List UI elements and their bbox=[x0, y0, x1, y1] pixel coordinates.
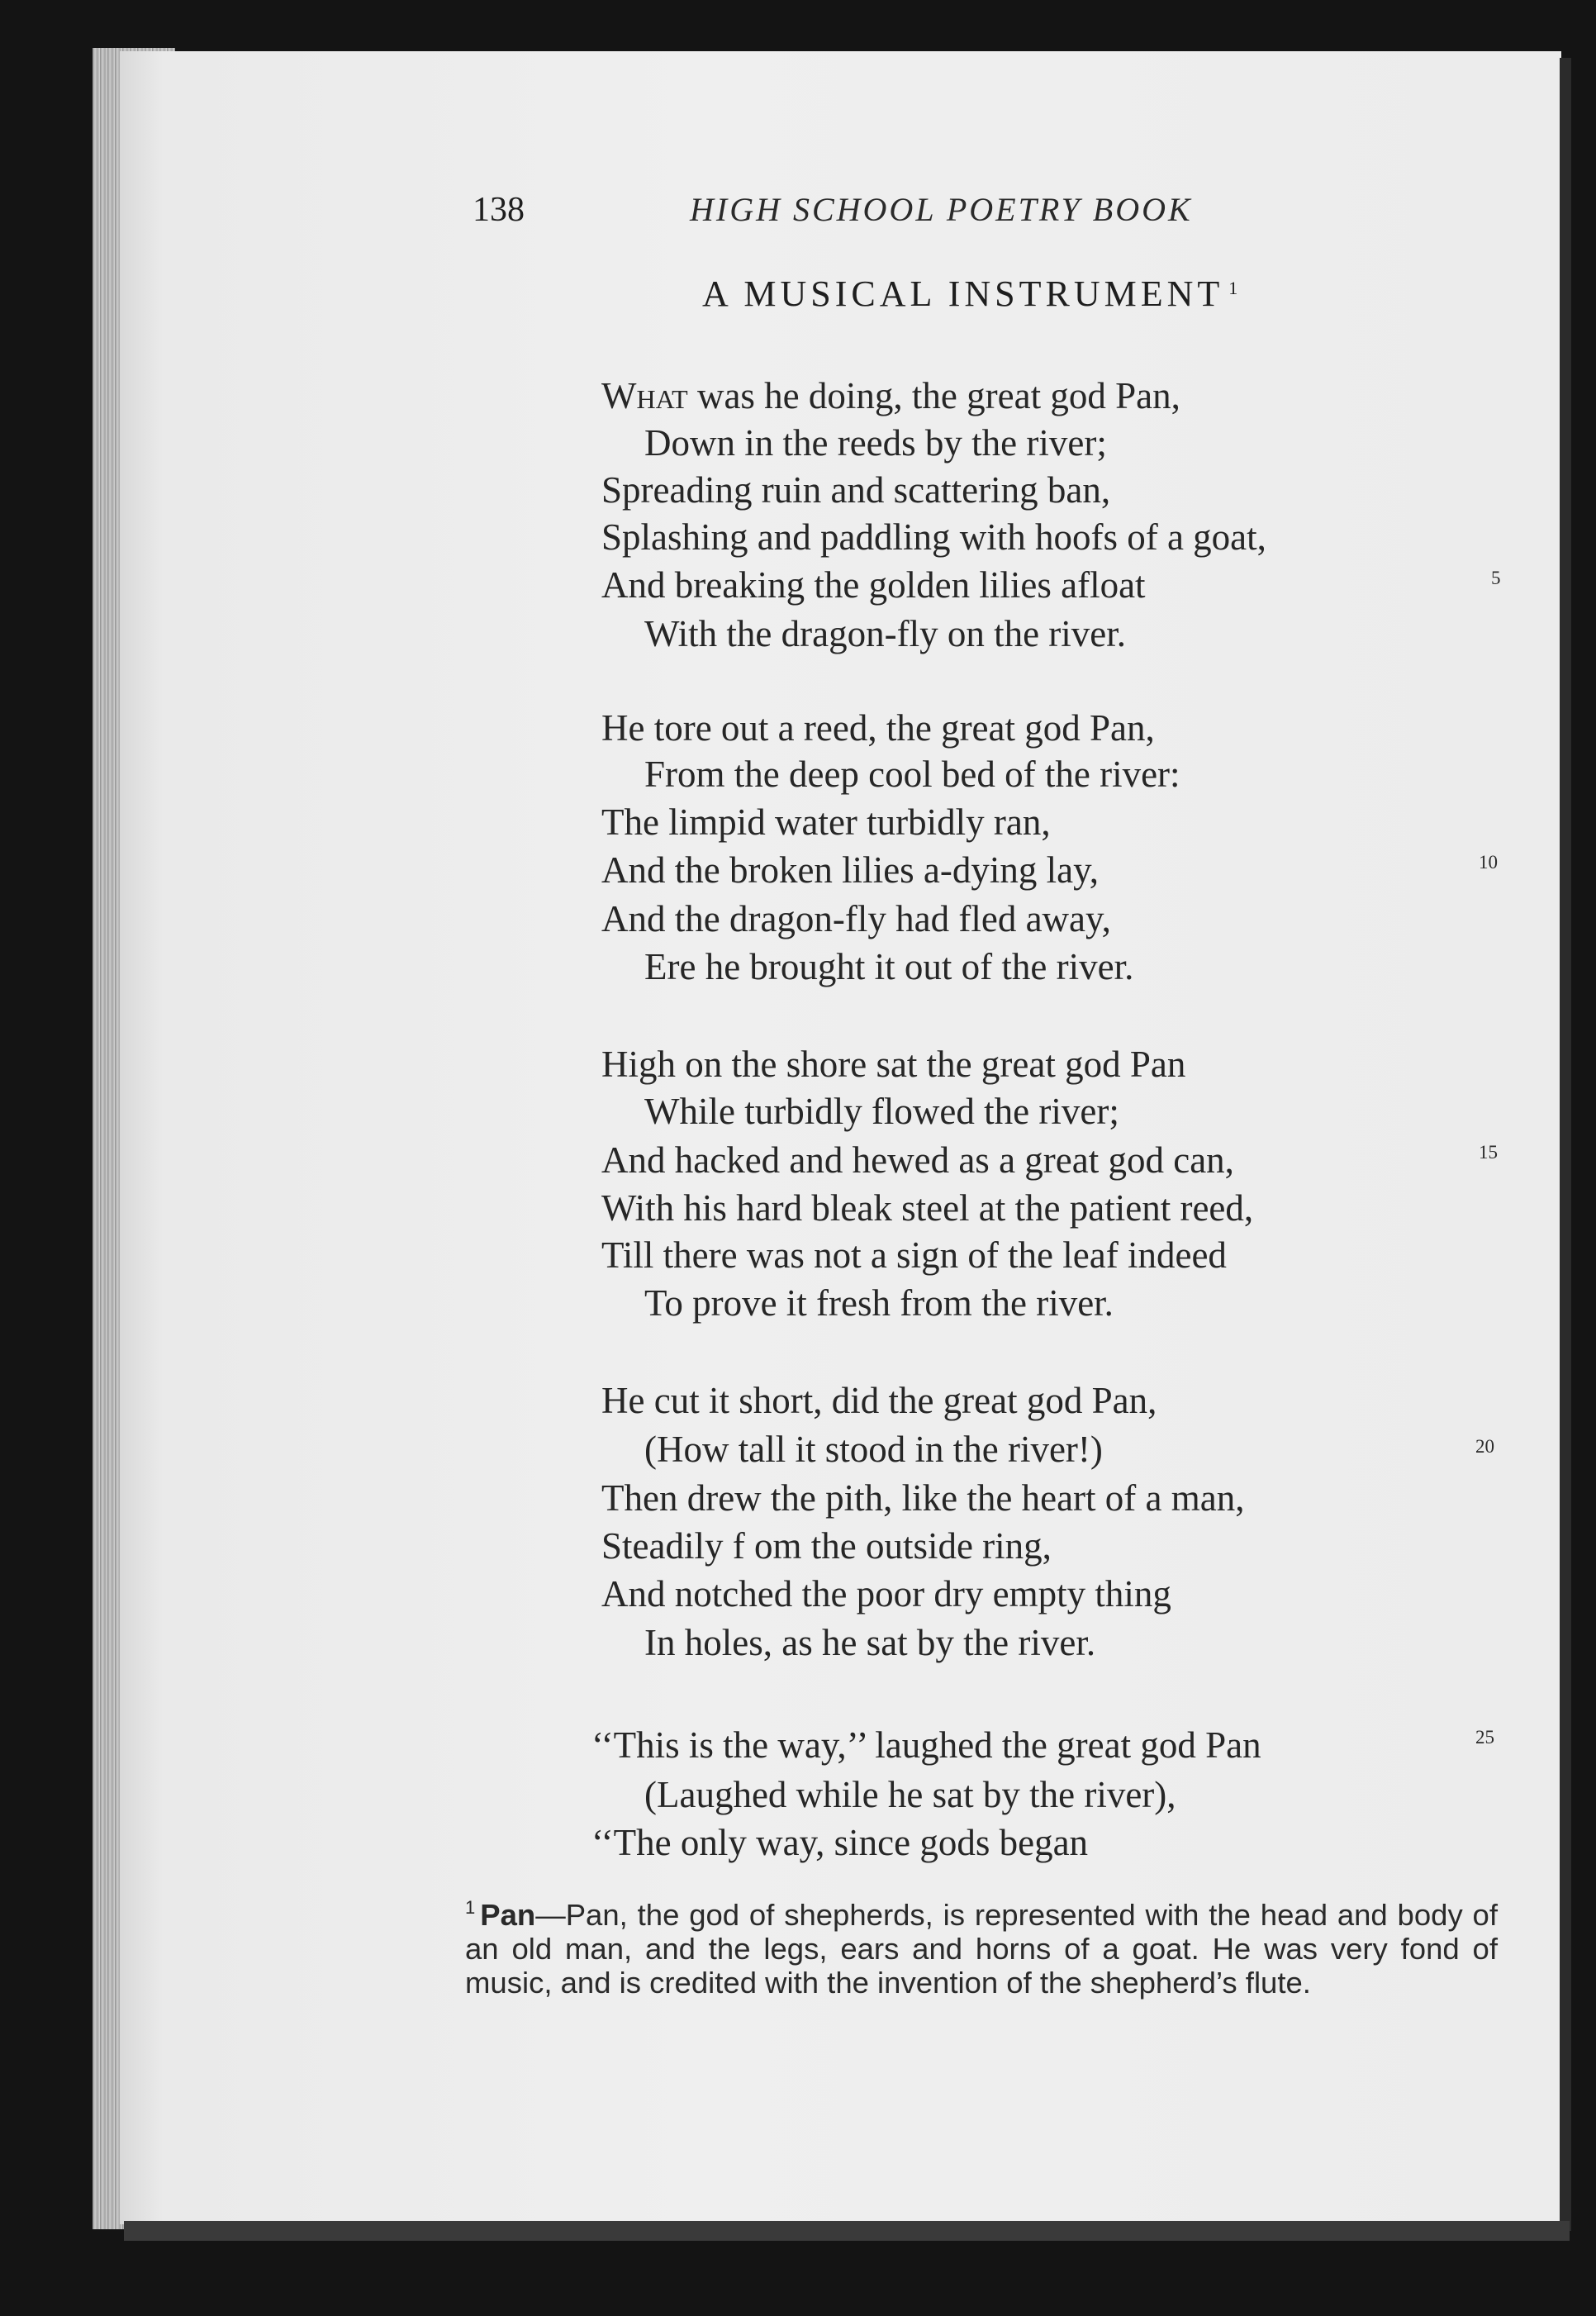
line-number: 10 bbox=[1479, 852, 1498, 873]
poem-line: And hacked and hewed as a great god can, bbox=[601, 1139, 1234, 1181]
poem-line: High on the shore sat the great god Pan bbox=[601, 1044, 1186, 1085]
footnote-text: —Pan, the god of shepherds, is represented with the head and body of an old man, and the legs, ears and horns of a goat. He was very fond of music, and is credited with the invention of the shepherd’s flute. bbox=[465, 1898, 1498, 2000]
poem-line: While turbidly flowed the river; bbox=[644, 1091, 1119, 1132]
poem-line: The limpid water turbidly ran, bbox=[601, 801, 1051, 843]
poem-title-text: A MUSICAL INSTRUMENT bbox=[702, 273, 1224, 314]
poem-line: ‘‘The only way, since gods began bbox=[591, 1822, 1089, 1863]
poem-line bbox=[601, 375, 1180, 416]
poem-line: He cut it short, did the great god Pan, bbox=[601, 1380, 1157, 1421]
poem-line: (How tall it stood in the river!) bbox=[644, 1429, 1103, 1470]
poem-line: Till there was not a sign of the leaf indeed bbox=[601, 1234, 1227, 1276]
poem-line: Down in the reeds by the river; bbox=[644, 422, 1107, 464]
poem-title bbox=[702, 273, 1237, 315]
poem-line: Steadily f om the outside ring, bbox=[601, 1525, 1052, 1567]
poem-line: Ere he brought it out of the river. bbox=[644, 946, 1134, 987]
footnote bbox=[465, 1890, 1498, 2000]
poem-line: Splashing and paddling with hoofs of a goat, bbox=[601, 516, 1266, 558]
poem-line: Spreading ruin and scattering ban, bbox=[601, 469, 1111, 511]
poem-line: And breaking the golden lilies afloat bbox=[601, 564, 1146, 606]
poem-line: And the dragon-fly had fled away, bbox=[601, 898, 1111, 939]
footnote-reference: 1 bbox=[1228, 278, 1238, 298]
line-number: 5 bbox=[1491, 568, 1501, 588]
first-word: What bbox=[601, 375, 688, 416]
poem-line: Then drew the pith, like the heart of a man, bbox=[601, 1477, 1245, 1519]
running-title: HIGH SCHOOL POETRY BOOK bbox=[690, 191, 1193, 228]
poem-line: And the broken lilies a-dying lay, bbox=[601, 849, 1099, 891]
line-number: 25 bbox=[1475, 1727, 1494, 1748]
poem-line: To prove it fresh from the river. bbox=[644, 1282, 1114, 1324]
footnote-mark: 1 bbox=[465, 1897, 476, 1918]
page-shadow-bottom bbox=[124, 2221, 1570, 2241]
poem-line: From the deep cool bed of the river: bbox=[644, 754, 1180, 795]
page-number: 138 bbox=[473, 191, 525, 229]
line-number: 20 bbox=[1475, 1436, 1494, 1457]
page-shadow-right bbox=[1560, 58, 1571, 2231]
poem-line: ‘‘This is the way,’’ laughed the great god Pan bbox=[591, 1724, 1261, 1766]
poem-line: (Laughed while he sat by the river), bbox=[644, 1774, 1176, 1815]
poem-line: And notched the poor dry empty thing bbox=[601, 1573, 1171, 1615]
poem-line: With his hard bleak steel at the patient reed, bbox=[601, 1187, 1254, 1229]
line-number: 15 bbox=[1479, 1142, 1498, 1163]
line-text: was he doing, the great god Pan, bbox=[687, 375, 1180, 416]
poem-line: With the dragon-fly on the river. bbox=[644, 613, 1127, 654]
footnote-term: Pan bbox=[480, 1898, 536, 1932]
poem-line: In holes, as he sat by the river. bbox=[644, 1622, 1096, 1663]
poem-line: He tore out a reed, the great god Pan, bbox=[601, 707, 1155, 749]
